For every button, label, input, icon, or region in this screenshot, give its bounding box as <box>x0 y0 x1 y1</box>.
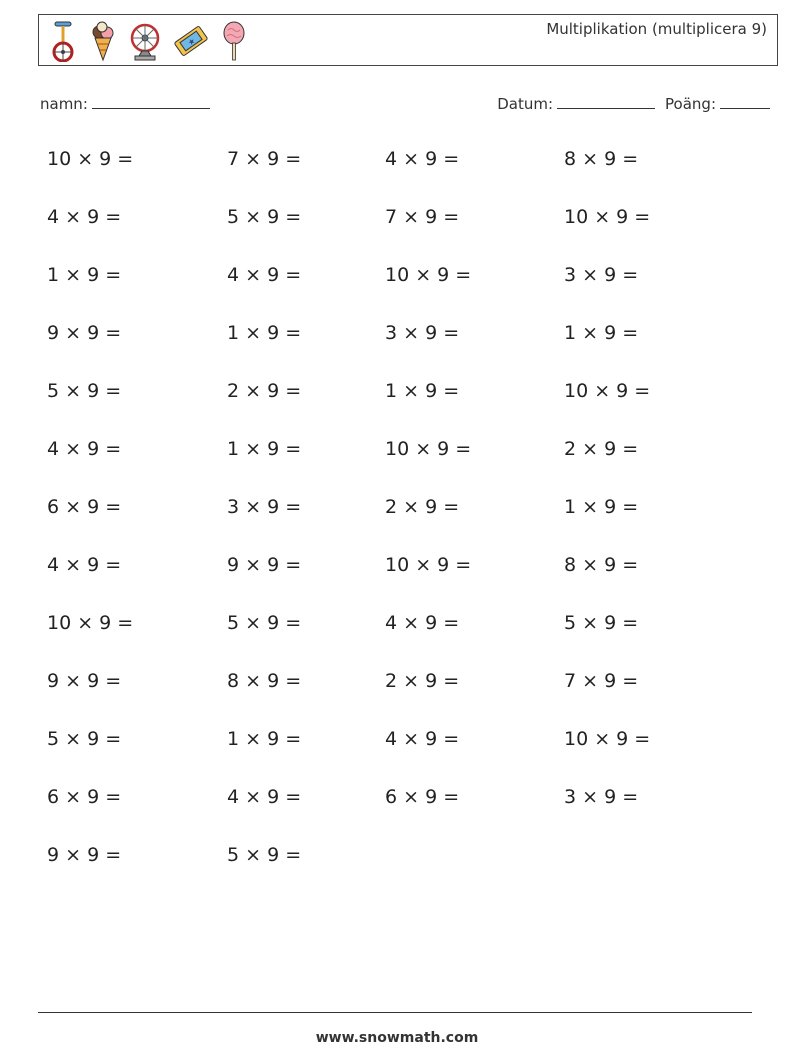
multiplication-problem: 7 × 9 = <box>227 148 302 170</box>
multiplication-problem: 10 × 9 = <box>564 380 651 402</box>
multiplication-problem: 4 × 9 = <box>227 264 302 286</box>
worksheet-title: Multiplikation (multiplicera 9) <box>546 20 767 38</box>
multiplication-problem: 6 × 9 = <box>47 786 122 808</box>
multiplication-problem: 10 × 9 = <box>385 554 472 576</box>
multiplication-problem: 9 × 9 = <box>47 844 122 866</box>
multiplication-problem: 5 × 9 = <box>227 844 302 866</box>
svg-text:★: ★ <box>186 36 198 48</box>
multiplication-problem: 6 × 9 = <box>47 496 122 518</box>
multiplication-problem: 4 × 9 = <box>47 554 122 576</box>
multiplication-problem: 1 × 9 = <box>227 728 302 750</box>
multiplication-problem: 8 × 9 = <box>227 670 302 692</box>
score-label: Poäng: <box>665 95 716 113</box>
multiplication-problem: 10 × 9 = <box>564 728 651 750</box>
multiplication-problem: 2 × 9 = <box>564 438 639 460</box>
multiplication-problem: 7 × 9 = <box>564 670 639 692</box>
multiplication-problem: 1 × 9 = <box>227 322 302 344</box>
multiplication-problem: 1 × 9 = <box>564 496 639 518</box>
multiplication-problem: 1 × 9 = <box>227 438 302 460</box>
multiplication-problem: 8 × 9 = <box>564 554 639 576</box>
multiplication-problem: 5 × 9 = <box>47 728 122 750</box>
multiplication-problem: 3 × 9 = <box>227 496 302 518</box>
multiplication-problem: 9 × 9 = <box>47 322 122 344</box>
multiplication-problem: 10 × 9 = <box>385 264 472 286</box>
multiplication-problem: 2 × 9 = <box>227 380 302 402</box>
multiplication-problem: 4 × 9 = <box>47 438 122 460</box>
multiplication-problem: 9 × 9 = <box>227 554 302 576</box>
footer-divider <box>38 1012 752 1013</box>
multiplication-problem: 5 × 9 = <box>47 380 122 402</box>
multiplication-problem: 6 × 9 = <box>385 786 460 808</box>
multiplication-problem: 9 × 9 = <box>47 670 122 692</box>
multiplication-problem: 5 × 9 = <box>227 612 302 634</box>
multiplication-problem: 10 × 9 = <box>47 612 134 634</box>
multiplication-problem: 4 × 9 = <box>385 148 460 170</box>
multiplication-problem: 3 × 9 = <box>564 264 639 286</box>
multiplication-problem: 1 × 9 = <box>385 380 460 402</box>
multiplication-problem: 1 × 9 = <box>564 322 639 344</box>
multiplication-problem: 2 × 9 = <box>385 670 460 692</box>
multiplication-problem: 4 × 9 = <box>227 786 302 808</box>
footer-url: www.snowmath.com <box>315 1030 479 1046</box>
multiplication-problem: 8 × 9 = <box>564 148 639 170</box>
multiplication-problem: 4 × 9 = <box>385 612 460 634</box>
multiplication-problem: 7 × 9 = <box>385 206 460 228</box>
multiplication-problem: 10 × 9 = <box>47 148 134 170</box>
date-label: Datum: <box>497 95 554 113</box>
multiplication-problem: 5 × 9 = <box>564 612 639 634</box>
multiplication-problem: 10 × 9 = <box>564 206 651 228</box>
name-label: namn: <box>40 95 88 113</box>
multiplication-problem: 2 × 9 = <box>385 496 460 518</box>
multiplication-problem: 5 × 9 = <box>227 206 302 228</box>
multiplication-problem: 3 × 9 = <box>385 322 460 344</box>
multiplication-problem: 4 × 9 = <box>385 728 460 750</box>
multiplication-problem: 3 × 9 = <box>564 786 639 808</box>
multiplication-problem: 1 × 9 = <box>47 264 122 286</box>
multiplication-problem: 10 × 9 = <box>385 438 472 460</box>
multiplication-problem: 4 × 9 = <box>47 206 122 228</box>
